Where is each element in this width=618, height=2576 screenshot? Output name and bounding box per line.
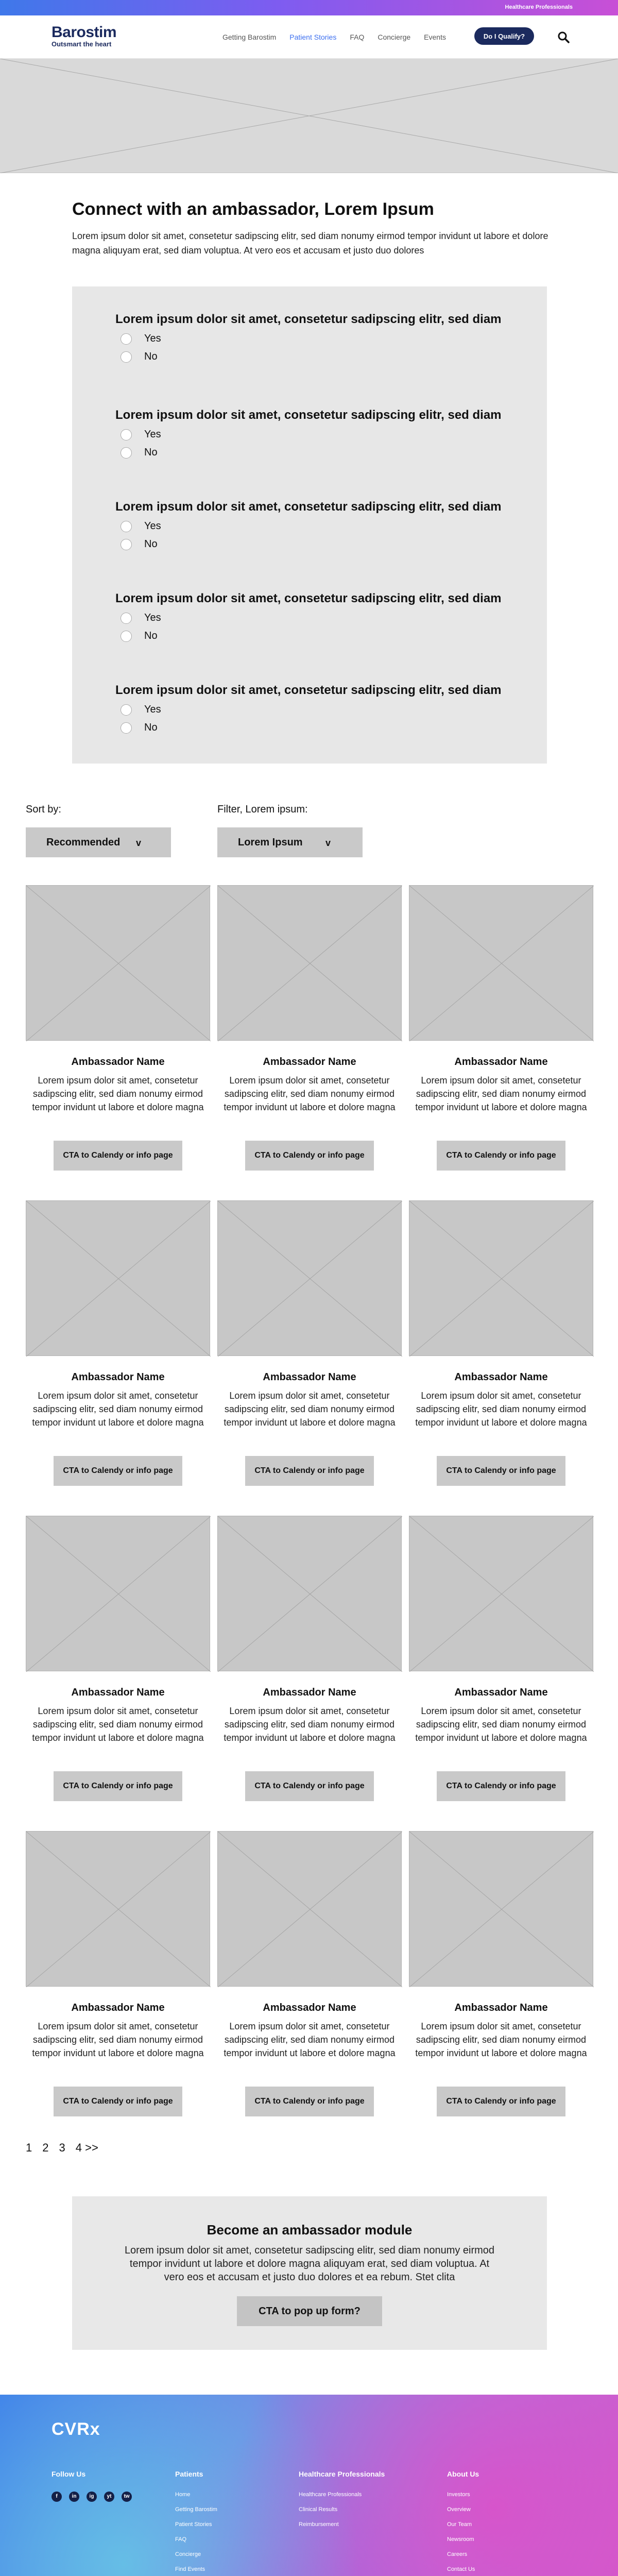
option-no[interactable] xyxy=(121,447,527,459)
footer-link[interactable]: Getting Barostim xyxy=(175,2506,217,2513)
linkedin-icon[interactable]: in xyxy=(69,2492,79,2502)
option-label: No xyxy=(144,538,158,550)
ambassador-cta-button[interactable]: CTA to Calendy or info page xyxy=(437,2087,565,2116)
ambassador-card xyxy=(409,1831,593,2145)
nav-link-getting-barostim[interactable]: Getting Barostim xyxy=(222,33,277,41)
ambassador-cta-button[interactable]: CTA to Calendy or info page xyxy=(54,1141,182,1171)
option-label: Yes xyxy=(144,704,161,715)
radio-button[interactable] xyxy=(121,351,132,363)
ambassador-description: Lorem ipsum dolor sit amet, consetetur sadipscing elitr, sed diam nonumy eirmod tempor invidunt ut labore et dolore magna xyxy=(415,1075,587,1112)
nav-link-patient-stories[interactable]: Patient Stories xyxy=(289,33,337,41)
placeholder-cross-icon xyxy=(409,1201,594,1357)
ambassador-photo-placeholder xyxy=(26,1516,210,1671)
ambassador-cta-button[interactable]: CTA to Calendy or info page xyxy=(245,2087,374,2116)
sort-value: Recommended xyxy=(46,836,121,848)
footer-link[interactable]: Reimbursement xyxy=(299,2521,339,2528)
logo-tagline: Outsmart the heart xyxy=(52,40,112,48)
ambassador-description: Lorem ipsum dolor sit amet, consetetur sadipscing elitr, sed diam nonumy eirmod tempor invidunt ut labore et dolore magna xyxy=(32,1075,204,1112)
footer-link[interactable]: Investors xyxy=(447,2492,470,2498)
module-cta-button[interactable]: CTA to pop up form? xyxy=(237,2296,382,2326)
chevron-down-icon: v xyxy=(325,838,331,848)
ambassador-card xyxy=(26,1831,210,2145)
placeholder-cross-icon xyxy=(218,886,402,1041)
footer-link[interactable]: Our Team xyxy=(447,2521,472,2528)
survey-question xyxy=(115,408,527,459)
placeholder-cross-icon xyxy=(409,1516,594,1672)
option-label: No xyxy=(144,630,158,641)
footer-link[interactable]: Find Events xyxy=(175,2566,205,2572)
ambassador-card xyxy=(26,1516,210,1830)
barostim-logo[interactable] xyxy=(52,25,116,48)
nav-link-faq[interactable]: FAQ xyxy=(350,33,365,41)
question-text: Lorem ipsum dolor sit amet, consetetur sadipscing elitr, sed diam xyxy=(115,683,502,697)
placeholder-cross-icon xyxy=(409,1832,594,1987)
cvrx-logo[interactable]: CVRx xyxy=(52,2419,100,2439)
option-no[interactable] xyxy=(121,351,527,363)
option-label: No xyxy=(144,351,158,362)
sort-label: Sort by: xyxy=(26,804,61,815)
option-label: No xyxy=(144,722,158,733)
footer-link[interactable]: Home xyxy=(175,2492,191,2498)
ambassador-description: Lorem ipsum dolor sit amet, consetetur sadipscing elitr, sed diam nonumy eirmod tempor invidunt ut labore et dolore magna xyxy=(224,1391,396,1428)
ambassador-card xyxy=(26,885,210,1199)
social-links xyxy=(52,2492,139,2502)
ambassador-photo-placeholder xyxy=(26,1200,210,1356)
ambassador-name: Ambassador Name xyxy=(263,1687,356,1698)
footer-heading: Healthcare Professionals xyxy=(299,2470,385,2478)
radio-button[interactable] xyxy=(121,539,132,550)
radio-button[interactable] xyxy=(121,722,132,734)
ambassador-cta-button[interactable]: CTA to Calendy or info page xyxy=(54,1771,182,1801)
ambassador-cta-button[interactable]: CTA to Calendy or info page xyxy=(437,1456,565,1486)
ambassador-name: Ambassador Name xyxy=(454,1371,548,1383)
intro-text: Lorem ipsum dolor sit amet, consetetur sadipscing elitr, sed diam nonumy eirmod tempor invidunt ut labore et dolore magna aliquyam erat, sed diam voluptua. At vero eos et accusam et justo duo dolores xyxy=(72,231,548,256)
placeholder-cross-icon xyxy=(26,886,211,1041)
survey-question xyxy=(115,312,527,363)
survey-question xyxy=(115,591,527,642)
ambassador-name: Ambassador Name xyxy=(71,1687,165,1698)
ambassador-card xyxy=(409,1200,593,1515)
ambassador-card xyxy=(217,885,402,1199)
sort-dropdown[interactable] xyxy=(26,827,171,857)
footer-link[interactable]: Careers xyxy=(447,2551,468,2557)
footer-col-hcp xyxy=(299,2470,385,2536)
site-footer xyxy=(0,2395,618,2576)
ambassador-description: Lorem ipsum dolor sit amet, consetetur sadipscing elitr, sed diam nonumy eirmod tempor invidunt ut labore et dolore magna xyxy=(224,2021,396,2058)
question-text: Lorem ipsum dolor sit amet, consetetur sadipscing elitr, sed diam xyxy=(115,500,502,514)
placeholder-cross-icon xyxy=(26,1832,211,1987)
survey-question xyxy=(115,683,527,734)
pagination xyxy=(26,2141,109,2155)
ambassador-name: Ambassador Name xyxy=(454,2002,548,2013)
option-label: No xyxy=(144,447,158,458)
ambassador-photo-placeholder xyxy=(26,885,210,1041)
footer-col-patients xyxy=(175,2470,217,2576)
page-link[interactable]: 2 xyxy=(42,2141,49,2154)
qualify-button[interactable]: Do I Qualify? xyxy=(474,27,534,45)
ambassador-cta-button[interactable]: CTA to Calendy or info page xyxy=(54,2087,182,2116)
ambassador-name: Ambassador Name xyxy=(71,1056,165,1067)
nav-link-events[interactable]: Events xyxy=(424,33,446,41)
option-no[interactable] xyxy=(121,630,527,642)
option-yes[interactable] xyxy=(121,612,527,624)
placeholder-cross-icon xyxy=(218,1516,402,1672)
footer-heading: About Us xyxy=(447,2470,479,2478)
radio-button[interactable] xyxy=(121,429,132,440)
page-title: Connect with an ambassador, Lorem Ipsum xyxy=(72,199,434,219)
filter-label: Filter, Lorem ipsum: xyxy=(217,804,308,815)
main-nav xyxy=(0,15,618,59)
footer-col-about xyxy=(447,2470,479,2576)
footer-follow xyxy=(52,2470,139,2502)
footer-link[interactable]: Overview xyxy=(447,2506,471,2513)
ambassador-description: Lorem ipsum dolor sit amet, consetetur sadipscing elitr, sed diam nonumy eirmod tempor invidunt ut labore et dolore magna xyxy=(415,1391,587,1428)
ambassador-photo-placeholder xyxy=(217,1831,402,1987)
footer-link[interactable]: Healthcare Professionals xyxy=(299,2492,362,2498)
ambassador-description: Lorem ipsum dolor sit amet, consetetur sadipscing elitr, sed diam nonumy eirmod tempor invidunt ut labore et dolore magna xyxy=(415,1706,587,1743)
placeholder-cross-icon xyxy=(218,1832,402,1987)
option-yes[interactable] xyxy=(121,520,527,532)
top-utility-bar xyxy=(0,0,618,15)
radio-button[interactable] xyxy=(121,613,132,624)
option-yes[interactable] xyxy=(121,429,527,440)
become-ambassador-module xyxy=(72,2196,547,2350)
logo-wordmark: Barostim xyxy=(52,24,117,41)
ambassador-photo-placeholder xyxy=(217,1200,402,1356)
footer-link[interactable]: Patient Stories xyxy=(175,2521,212,2528)
footer-link[interactable]: FAQ xyxy=(175,2536,187,2543)
instagram-icon[interactable]: ig xyxy=(87,2492,97,2502)
footer-link[interactable]: Newsroom xyxy=(447,2536,474,2543)
chevron-down-icon: v xyxy=(136,838,142,848)
option-no[interactable] xyxy=(121,538,527,550)
twitter-icon[interactable]: tw xyxy=(122,2492,132,2502)
radio-button[interactable] xyxy=(121,333,132,345)
nav-links xyxy=(222,33,459,41)
module-title: Become an ambassador module xyxy=(207,2222,413,2238)
ambassador-photo-placeholder xyxy=(26,1831,210,1987)
facebook-icon[interactable]: f xyxy=(52,2492,62,2502)
option-label: Yes xyxy=(144,333,161,344)
radio-button[interactable] xyxy=(121,447,132,459)
page-link-next[interactable]: 4 >> xyxy=(75,2141,98,2154)
ambassador-description: Lorem ipsum dolor sit amet, consetetur sadipscing elitr, sed diam nonumy eirmod tempor invidunt ut labore et dolore magna xyxy=(32,1391,204,1428)
ambassador-card xyxy=(217,1200,402,1515)
intro-section xyxy=(72,199,551,258)
radio-button[interactable] xyxy=(121,704,132,716)
ambassador-cta-button[interactable]: CTA to Calendy or info page xyxy=(245,1771,374,1801)
question-text: Lorem ipsum dolor sit amet, consetetur sadipscing elitr, sed diam xyxy=(115,591,502,605)
option-label: Yes xyxy=(144,612,161,623)
ambassador-description: Lorem ipsum dolor sit amet, consetetur sadipscing elitr, sed diam nonumy eirmod tempor invidunt ut labore et dolore magna xyxy=(415,2021,587,2058)
footer-heading: Patients xyxy=(175,2470,203,2478)
ambassador-name: Ambassador Name xyxy=(263,1056,356,1067)
footer-link[interactable]: Concierge xyxy=(175,2551,201,2557)
option-label: Yes xyxy=(144,429,161,440)
ambassador-description: Lorem ipsum dolor sit amet, consetetur sadipscing elitr, sed diam nonumy eirmod tempor invidunt ut labore et dolore magna xyxy=(224,1075,396,1112)
footer-link[interactable]: Contact Us xyxy=(447,2566,475,2572)
ambassador-cta-button[interactable]: CTA to Calendy or info page xyxy=(437,1141,565,1171)
ambassador-card xyxy=(409,885,593,1199)
footer-link[interactable]: Clinical Results xyxy=(299,2506,338,2513)
ambassador-photo-placeholder xyxy=(409,1516,593,1671)
page-link[interactable]: 1 xyxy=(26,2141,32,2154)
ambassador-name: Ambassador Name xyxy=(71,2002,165,2013)
question-text: Lorem ipsum dolor sit amet, consetetur sadipscing elitr, sed diam xyxy=(115,408,502,422)
ambassador-card xyxy=(217,1516,402,1830)
option-no[interactable] xyxy=(121,722,527,734)
ambassador-description: Lorem ipsum dolor sit amet, consetetur sadipscing elitr, sed diam nonumy eirmod tempor invidunt ut labore et dolore magna xyxy=(32,2021,204,2058)
radio-button[interactable] xyxy=(121,521,132,532)
ambassador-photo-placeholder xyxy=(409,885,593,1041)
ambassador-cta-button[interactable]: CTA to Calendy or info page xyxy=(245,1141,374,1171)
qualification-survey xyxy=(72,286,547,764)
filter-value: Lorem Ipsum xyxy=(238,836,303,848)
placeholder-cross-icon xyxy=(26,1201,211,1357)
ambassador-cta-button[interactable]: CTA to Calendy or info page xyxy=(54,1456,182,1486)
ambassador-photo-placeholder xyxy=(217,885,402,1041)
radio-button[interactable] xyxy=(121,631,132,642)
question-text: Lorem ipsum dolor sit amet, consetetur sadipscing elitr, sed diam xyxy=(115,312,502,326)
placeholder-cross-icon xyxy=(26,1516,211,1672)
ambassador-name: Ambassador Name xyxy=(263,2002,356,2013)
youtube-icon[interactable]: yt xyxy=(104,2492,114,2502)
ambassador-name: Ambassador Name xyxy=(454,1056,548,1067)
option-yes[interactable] xyxy=(121,333,527,345)
search-icon[interactable] xyxy=(557,31,570,43)
ambassador-name: Ambassador Name xyxy=(454,1687,548,1698)
nav-link-concierge[interactable]: Concierge xyxy=(377,33,411,41)
ambassador-name: Ambassador Name xyxy=(263,1371,356,1383)
ambassador-cta-button[interactable]: CTA to Calendy or info page xyxy=(245,1456,374,1486)
hcp-link[interactable]: Healthcare Professionals xyxy=(505,4,573,10)
ambassador-card xyxy=(409,1516,593,1830)
ambassador-name: Ambassador Name xyxy=(71,1371,165,1383)
option-label: Yes xyxy=(144,520,161,532)
module-text: Lorem ipsum dolor sit amet, consetetur sadipscing elitr, sed diam nonumy eirmod tempor invidunt ut labore et dolore magna aliquyam erat, sed diam voluptua. At vero eos et accusam et justo duo dolores et ea rebum. Stet clita xyxy=(124,2245,495,2283)
ambassador-photo-placeholder xyxy=(409,1200,593,1356)
ambassador-card xyxy=(217,1831,402,2145)
placeholder-cross-icon xyxy=(409,886,594,1041)
footer-heading: Follow Us xyxy=(52,2470,86,2478)
hero-image-placeholder xyxy=(0,59,618,173)
placeholder-cross-icon xyxy=(0,59,618,173)
ambassador-photo-placeholder xyxy=(409,1831,593,1987)
ambassador-description: Lorem ipsum dolor sit amet, consetetur sadipscing elitr, sed diam nonumy eirmod tempor invidunt ut labore et dolore magna xyxy=(32,1706,204,1743)
filter-dropdown[interactable] xyxy=(217,827,363,857)
placeholder-cross-icon xyxy=(218,1201,402,1357)
page-link[interactable]: 3 xyxy=(59,2141,65,2154)
ambassador-cta-button[interactable]: CTA to Calendy or info page xyxy=(437,1771,565,1801)
survey-question xyxy=(115,500,527,550)
ambassador-card xyxy=(26,1200,210,1515)
ambassador-description: Lorem ipsum dolor sit amet, consetetur sadipscing elitr, sed diam nonumy eirmod tempor invidunt ut labore et dolore magna xyxy=(224,1706,396,1743)
ambassador-photo-placeholder xyxy=(217,1516,402,1671)
option-yes[interactable] xyxy=(121,704,527,716)
